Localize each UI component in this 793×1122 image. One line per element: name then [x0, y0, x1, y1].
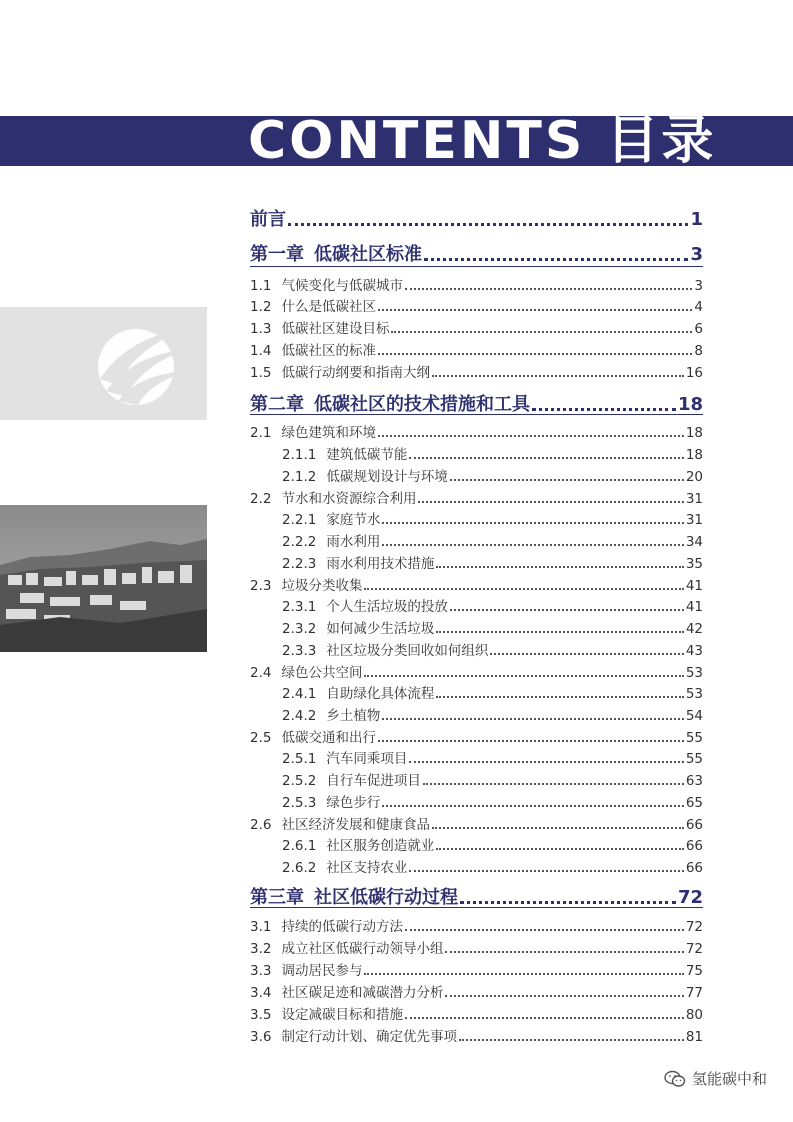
toc-entry-title: 低碳规划设计与环境: [326, 469, 448, 485]
toc-entry-number: 1.1: [250, 278, 272, 294]
toc-page-number: 65: [685, 795, 703, 811]
toc-section[interactable]: [250, 726, 703, 746]
toc-page-number: 16: [685, 365, 703, 381]
toc-page-number: 81: [685, 1029, 703, 1045]
toc-entry-title: 绿色步行: [326, 795, 381, 811]
toc-entry-number: 2.4: [250, 665, 272, 681]
dot-leader: [436, 696, 683, 698]
toc-entry-number: 2.3.1: [282, 599, 317, 615]
toc-entry-label: [250, 552, 434, 572]
dot-leader: [436, 566, 683, 568]
toc-page-number: 66: [685, 817, 703, 833]
toc-entry-label: [250, 981, 443, 1001]
toc-entry-title: 低碳行动纲要和指南大纲: [281, 365, 430, 381]
dot-leader: [459, 1039, 684, 1041]
toc-page-number: 72: [685, 941, 703, 957]
dot-leader: [409, 870, 683, 872]
toc-entry-title: 社区服务创造就业: [326, 838, 435, 854]
toc-entry-label: [250, 390, 530, 416]
toc-page-number: 3: [694, 278, 703, 294]
dot-leader: [382, 718, 683, 720]
toc-section[interactable]: [250, 1003, 703, 1023]
toc-entry-label: [250, 595, 448, 615]
toc-entry-number: 1.4: [250, 343, 272, 359]
toc-entry-title: 什么是低碳社区: [281, 299, 376, 315]
toc-page-number: 34: [685, 534, 703, 550]
toc-entry-title: 自助绿化具体流程: [326, 686, 435, 702]
toc-entry-title: 制定行动计划、确定优先事项: [281, 1029, 457, 1045]
toc-entry-number: 2.1: [250, 425, 272, 441]
dot-leader: [532, 408, 676, 411]
toc-page-number: 41: [685, 578, 703, 594]
toc-entry-title: 设定减碳目标和措施: [281, 1007, 403, 1023]
toc-sub[interactable]: [250, 465, 703, 485]
toc-section[interactable]: [250, 339, 703, 359]
toc-entry-title: 节水和水资源综合利用: [281, 491, 417, 507]
dot-leader: [432, 375, 684, 377]
toc-entry-label: [250, 915, 403, 935]
city-photo: [0, 505, 207, 652]
toc-entry-label: [250, 339, 376, 359]
toc-entry-title: 雨水利用技术措施: [326, 556, 435, 572]
toc-entry-number: 2.1.2: [282, 469, 317, 485]
toc-entry-title: 气候变化与低碳城市: [281, 278, 403, 294]
toc-entry-number: 2.4.1: [282, 686, 317, 702]
dot-leader: [364, 675, 683, 677]
toc-page-number: 53: [685, 665, 703, 681]
toc-page-number: 75: [685, 963, 703, 979]
toc-entry-title: 社区低碳行动过程: [314, 887, 458, 908]
dot-leader: [378, 740, 684, 742]
watermark-text: 氢能碳中和: [691, 1070, 767, 1088]
toc-entry-label: [250, 1003, 403, 1023]
toc-page-number: 43: [685, 643, 703, 659]
dot-leader: [409, 457, 683, 459]
dot-leader: [490, 653, 683, 655]
dot-leader: [445, 951, 683, 953]
toc-entry-title: 低碳社区标准: [314, 244, 422, 265]
dot-leader: [405, 288, 692, 290]
toc-section[interactable]: [250, 487, 703, 507]
toc-entry-number: 3.3: [250, 963, 272, 979]
toc-page-number: 42: [685, 621, 703, 637]
dot-leader: [288, 223, 688, 226]
toc-entry-number: 1.3: [250, 321, 272, 337]
toc-entry-label: [250, 639, 488, 659]
toc-chapter[interactable]: [250, 883, 703, 909]
toc-page-number: 35: [685, 556, 703, 572]
toc-page-number: 1: [690, 209, 703, 230]
dot-leader: [423, 783, 684, 785]
toc-page-number: 72: [677, 887, 703, 908]
dot-leader: [382, 805, 683, 807]
toc-entry-title: 社区支持农业: [326, 860, 408, 876]
toc-entry-title: 社区垃圾分类回收如何组织: [326, 643, 489, 659]
toc-section[interactable]: [250, 295, 703, 315]
chapter-divider: [250, 414, 703, 415]
toc-page-number: 55: [685, 730, 703, 746]
toc-entry-label: [250, 295, 376, 315]
toc-section[interactable]: [250, 574, 703, 594]
toc-entry-label: [250, 443, 407, 463]
toc-entry-number: 2.6.1: [282, 838, 317, 854]
dot-leader: [460, 901, 676, 904]
toc-entry-number: 2.4.2: [282, 708, 317, 724]
toc-entry-title: 如何减少生活垃圾: [326, 621, 435, 637]
dot-leader: [436, 848, 683, 850]
toc-entry-number: 1.2: [250, 299, 272, 315]
toc-entry-number: 2.3.3: [282, 643, 317, 659]
dot-leader: [391, 331, 692, 333]
toc-entry-label: [250, 661, 362, 681]
toc-entry-label: [250, 704, 380, 724]
dot-leader: [382, 522, 683, 524]
toc-page-number: 77: [685, 985, 703, 1001]
toc-section[interactable]: [250, 937, 703, 957]
toc-section[interactable]: [250, 361, 703, 381]
toc-entry-number: 2.6.2: [282, 860, 317, 876]
toc-entry-title: 持续的低碳行动方法: [281, 919, 403, 935]
toc-entry-number: 2.2.1: [282, 512, 317, 528]
toc-sub[interactable]: [250, 834, 703, 854]
toc-section[interactable]: [250, 421, 703, 441]
dot-leader: [432, 827, 684, 829]
toc-entry-label: [250, 747, 407, 767]
toc-entry-label: [250, 769, 421, 789]
toc-chapter[interactable]: [250, 205, 703, 231]
toc-entry-label: [250, 617, 434, 637]
toc-entry-number: 2.5: [250, 730, 272, 746]
chapter-divider: [250, 266, 703, 267]
toc-entry-number: 3.4: [250, 985, 272, 1001]
toc-page-number: 80: [685, 1007, 703, 1023]
toc-sub[interactable]: [250, 769, 703, 789]
dot-leader: [382, 544, 683, 546]
toc-chapter[interactable]: [250, 240, 703, 266]
toc-entry-title: 低碳交通和出行: [281, 730, 376, 746]
toc-entry-label: [250, 1025, 457, 1045]
toc-entry-title: 垃圾分类收集: [281, 578, 363, 594]
dot-leader: [450, 609, 684, 611]
toc-entry-number: 3.6: [250, 1029, 272, 1045]
toc-entry-label: [250, 856, 407, 876]
toc-entry-label: [250, 937, 443, 957]
swirl-logo-icon: [90, 319, 190, 409]
toc-page-number: 63: [685, 773, 703, 789]
toc-entry-title: 低碳社区的技术措施和工具: [314, 394, 530, 415]
dot-leader: [364, 588, 683, 590]
toc-entry-label: [250, 487, 416, 507]
toc-entry-title: 乡土植物: [326, 708, 381, 724]
toc-entry-label: [250, 317, 389, 337]
toc-page-number: 18: [685, 425, 703, 441]
watermark: [664, 1068, 767, 1089]
toc-entry-label: [250, 682, 434, 702]
toc-page-number: 41: [685, 599, 703, 615]
toc-sub[interactable]: [250, 856, 703, 876]
toc-section[interactable]: [250, 317, 703, 337]
toc-entry-title: 调动居民参与: [281, 963, 363, 979]
toc-entry-title: 绿色建筑和环境: [281, 425, 376, 441]
toc-entry-title: 绿色公共空间: [281, 665, 363, 681]
dot-leader: [424, 258, 688, 261]
toc-entry-title: 前言: [250, 209, 286, 230]
toc-sub[interactable]: [250, 747, 703, 767]
toc-entry-number: 第一章: [250, 244, 304, 265]
toc-sub[interactable]: [250, 639, 703, 659]
toc-entry-label: [250, 574, 362, 594]
toc-section[interactable]: [250, 661, 703, 681]
toc-sub[interactable]: [250, 704, 703, 724]
toc-entry-number: 第二章: [250, 394, 304, 415]
chapter-divider: [250, 907, 703, 908]
toc-entry-number: 3.5: [250, 1007, 272, 1023]
dot-leader: [405, 1017, 684, 1019]
toc-entry-number: 2.2.3: [282, 556, 317, 572]
toc-entry-title: 成立社区低碳行动领导小组: [281, 941, 444, 957]
toc-entry-title: 汽车同乘项目: [326, 751, 408, 767]
toc-entry-number: 2.1.1: [282, 447, 317, 463]
toc-entry-label: [250, 883, 458, 909]
toc-entry-label: [250, 834, 434, 854]
toc-entry-label: [250, 959, 362, 979]
toc-sub[interactable]: [250, 791, 703, 811]
dot-leader: [418, 501, 683, 503]
toc-sub[interactable]: [250, 617, 703, 637]
toc-page-number: 53: [685, 686, 703, 702]
toc-section[interactable]: [250, 274, 703, 294]
toc-entry-number: 2.6: [250, 817, 272, 833]
toc-sub[interactable]: [250, 595, 703, 615]
toc-entry-label: [250, 530, 380, 550]
toc-sub[interactable]: [250, 552, 703, 572]
toc-chapter[interactable]: [250, 390, 703, 416]
toc-page-number: 55: [685, 751, 703, 767]
toc-entry-label: [250, 205, 286, 231]
toc-section[interactable]: [250, 981, 703, 1001]
toc-section[interactable]: [250, 959, 703, 979]
toc-page-number: 4: [694, 299, 703, 315]
toc-page-number: 66: [685, 860, 703, 876]
toc-entry-title: 个人生活垃圾的投放: [326, 599, 448, 615]
page-title: CONTENTS 目录: [248, 111, 717, 171]
dot-leader: [436, 631, 683, 633]
toc-entry-label: [250, 726, 376, 746]
toc-entry-number: 2.3: [250, 578, 272, 594]
toc-entry-number: 2.5.3: [282, 795, 317, 811]
toc-entry-title: 自行车促进项目: [326, 773, 421, 789]
toc-sub[interactable]: [250, 443, 703, 463]
dot-leader: [364, 973, 683, 975]
dot-leader: [378, 435, 684, 437]
toc-sub[interactable]: [250, 682, 703, 702]
toc-entry-number: 2.5.2: [282, 773, 317, 789]
toc-entry-number: 2.2: [250, 491, 272, 507]
dot-leader: [405, 929, 684, 931]
toc-page-number: 20: [685, 469, 703, 485]
toc-page-number: 3: [690, 244, 703, 265]
toc-entry-title: 家庭节水: [326, 512, 381, 528]
toc-page-number: 66: [685, 838, 703, 854]
toc-entry-title: 建筑低碳节能: [326, 447, 408, 463]
dot-leader: [378, 309, 692, 311]
toc-page-number: 31: [685, 491, 703, 507]
toc-entry-number: 1.5: [250, 365, 272, 381]
toc-entry-title: 社区碳足迹和减碳潜力分析: [281, 985, 444, 1001]
toc-entry-number: 3.1: [250, 919, 272, 935]
toc-entry-number: 第三章: [250, 887, 304, 908]
toc-entry-number: 2.3.2: [282, 621, 317, 637]
toc-entry-number: 2.5.1: [282, 751, 317, 767]
toc-page-number: 31: [685, 512, 703, 528]
toc-entry-title: 低碳社区的标准: [281, 343, 376, 359]
toc-entry-label: [250, 421, 376, 441]
toc-section[interactable]: [250, 813, 703, 833]
dot-leader: [378, 353, 692, 355]
toc-section[interactable]: [250, 1025, 703, 1045]
logo-panel: [0, 307, 207, 420]
toc-sub[interactable]: [250, 508, 703, 528]
toc-entry-title: 雨水利用: [326, 534, 381, 550]
toc-page-number: 54: [685, 708, 703, 724]
toc-entry-number: 3.2: [250, 941, 272, 957]
toc-entry-title: 低碳社区建设目标: [281, 321, 390, 337]
toc-page-number: 18: [685, 447, 703, 463]
toc-sub[interactable]: [250, 530, 703, 550]
toc-entry-label: [250, 508, 380, 528]
dot-leader: [450, 479, 684, 481]
toc-entry-label: [250, 813, 430, 833]
wechat-icon: [664, 1070, 686, 1088]
toc-entry-title: 社区经济发展和健康食品: [281, 817, 430, 833]
toc-entry-label: [250, 791, 380, 811]
toc-page-number: 18: [677, 394, 703, 415]
toc-entry-label: [250, 240, 422, 266]
toc-page-number: 8: [694, 343, 703, 359]
dot-leader: [445, 995, 683, 997]
toc-page-number: 6: [694, 321, 703, 337]
toc-entry-label: [250, 465, 448, 485]
toc-entry-number: 2.2.2: [282, 534, 317, 550]
toc-section[interactable]: [250, 915, 703, 935]
toc-entry-label: [250, 361, 430, 381]
toc-entry-label: [250, 274, 403, 294]
dot-leader: [409, 761, 683, 763]
toc-page-number: 72: [685, 919, 703, 935]
